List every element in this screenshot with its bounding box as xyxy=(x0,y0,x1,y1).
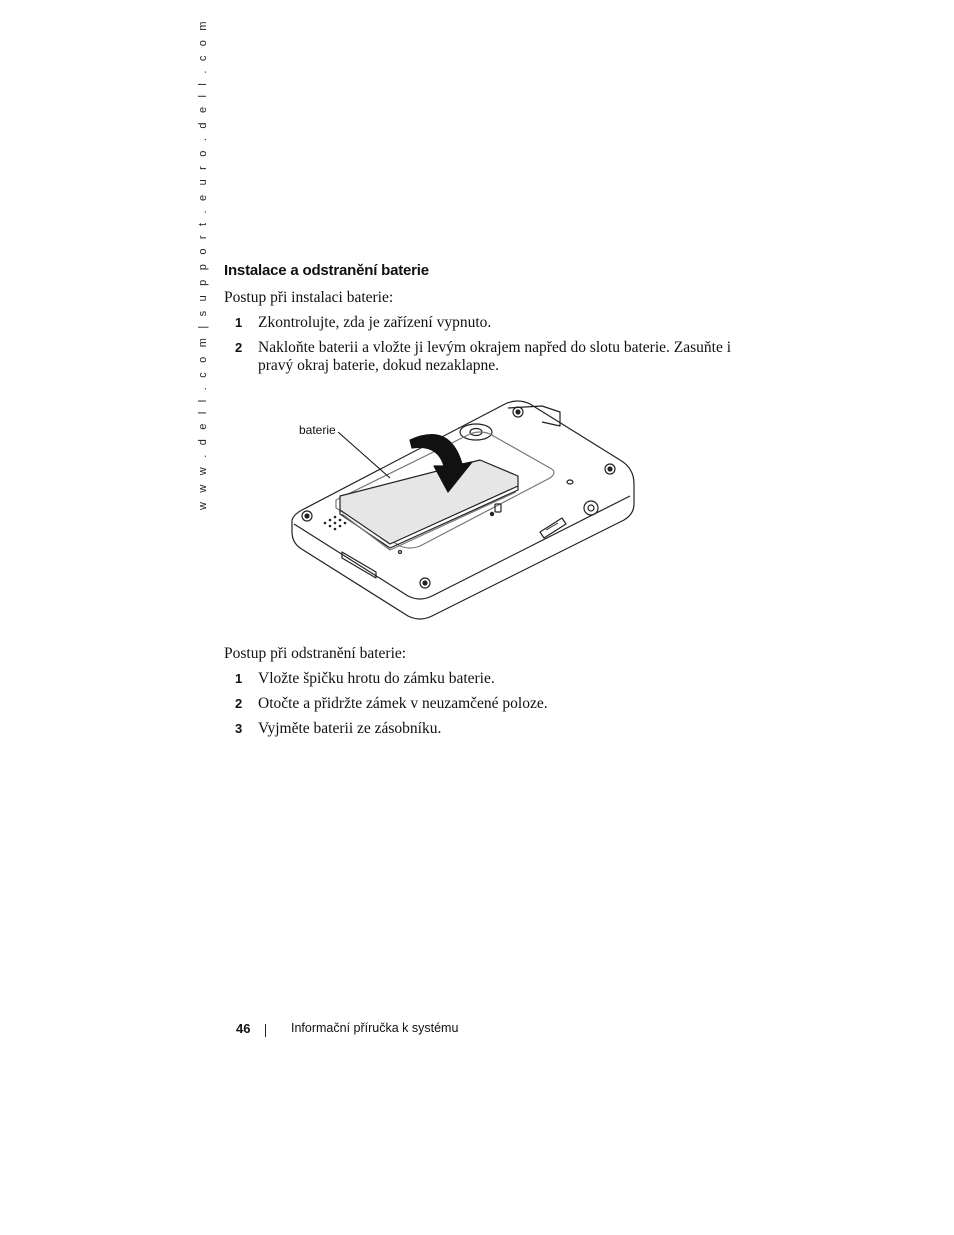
list-item xyxy=(224,314,744,332)
step-number: 2 xyxy=(235,696,243,711)
step-number: 1 xyxy=(235,315,243,330)
sidebar-url: w w w . d e l l . c o m | s u p p o r t . e u r o . d e l l . c o m xyxy=(197,18,209,510)
footer-divider xyxy=(265,1024,266,1037)
step-text: Zkontrolujte, zda je zařízení vypnuto. xyxy=(258,314,492,331)
battery-installation-illustration xyxy=(280,392,660,627)
section-heading: Instalace a odstranění baterie xyxy=(224,262,429,279)
page-number: 46 xyxy=(236,1021,251,1036)
callout-line xyxy=(338,432,390,478)
step-number: 3 xyxy=(235,721,243,736)
list-item xyxy=(224,695,744,713)
list-item xyxy=(224,720,744,738)
step-number: 1 xyxy=(235,671,243,686)
remove-steps xyxy=(224,670,744,745)
install-intro: Postup při instalaci baterie: xyxy=(224,289,394,306)
footer-title: Informační příručka k systému xyxy=(291,1021,459,1035)
step-text: Otočte a přidržte zámek v neuzamčené poloze. xyxy=(258,695,548,712)
step-number: 2 xyxy=(235,340,243,355)
battery-callout-label: baterie xyxy=(299,423,336,437)
step-text: Nakloňte baterii a vložte ji levým okrajem napřed do slotu baterie. Zasuňte i pravý okraj baterie, dokud nezaklapne. xyxy=(258,339,732,374)
step-text: Vložte špičku hrotu do zámku baterie. xyxy=(258,670,495,687)
list-item xyxy=(224,670,744,688)
list-item xyxy=(224,339,744,375)
install-steps xyxy=(224,314,744,382)
remove-intro: Postup při odstranění baterie: xyxy=(224,645,407,662)
step-text: Vyjměte baterii ze zásobníku. xyxy=(258,720,442,737)
